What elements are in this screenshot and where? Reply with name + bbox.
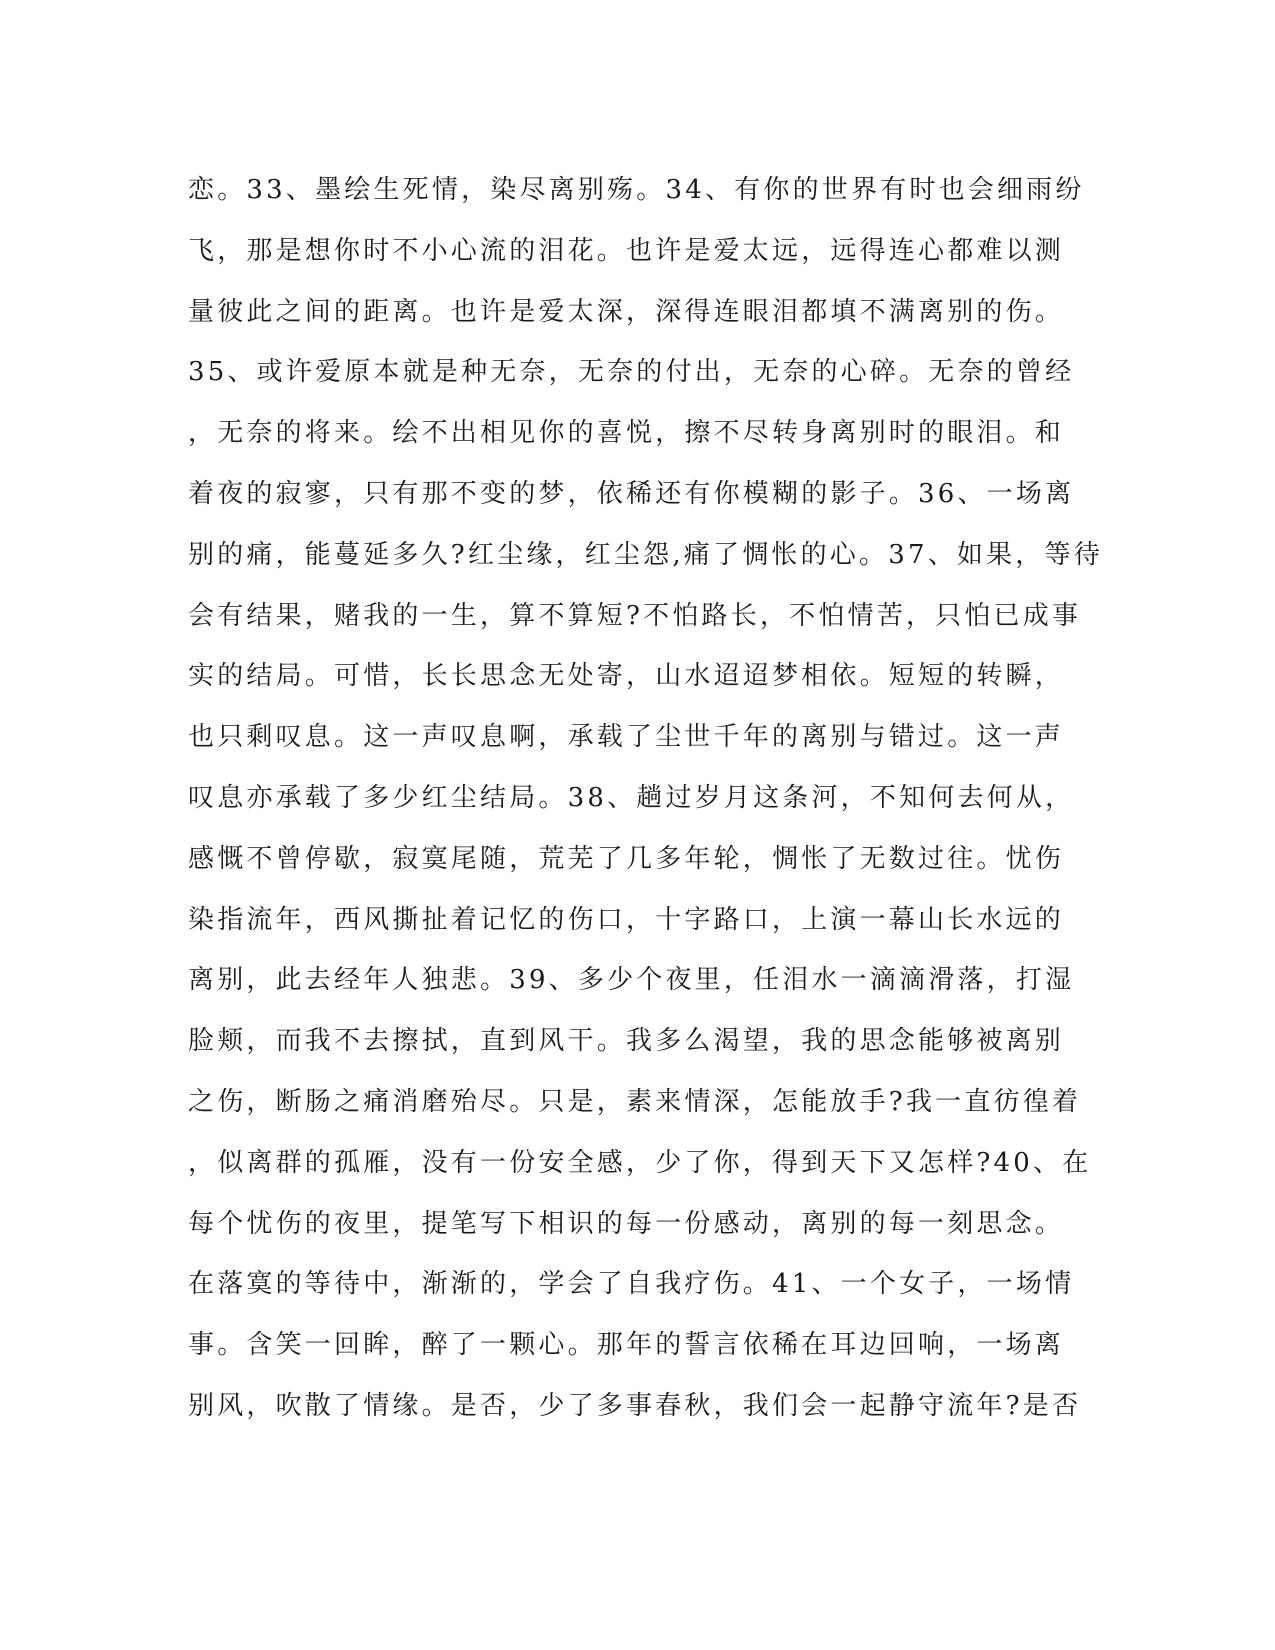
text-line: 35、或许爱原本就是种无奈，无奈的付出，无奈的心碎。无奈的曾经 — [188, 357, 1075, 388]
text-line: 染指流年，西风撕扯着记忆的伤口，十字路口，上演一幕山长水远的 — [188, 904, 1065, 935]
body-text — [188, 160, 1103, 1437]
text-line: 每个忧伤的夜里，提笔写下相识的每一份感动，离别的每一刻思念。 — [188, 1208, 1065, 1239]
text-line: 着夜的寂寥，只有那不变的梦，依稀还有你模糊的影子。36、一场离 — [188, 478, 1075, 509]
text-line: 飞，那是想你时不小心流的泪花。也许是爱太远，远得连心都难以测 — [188, 235, 1065, 266]
text-line: 实的结局。可惜，长长思念无处寄，山水迢迢梦相依。短短的转瞬， — [188, 661, 1065, 692]
text-line: 之伤，断肠之痛消磨殆尽。只是，素来情深，怎能放手?我一直彷徨着 — [188, 1086, 1082, 1117]
text-line: 别风，吹散了情缘。是否，少了多事春秋，我们会一起静守流年?是否 — [188, 1390, 1082, 1421]
text-line: ，似离群的孤雁，没有一份安全感，少了你，得到天下又怎样?40、在 — [188, 1147, 1092, 1178]
text-line: 感慨不曾停歇，寂寞尾随，荒芜了几多年轮，惆怅了无数过往。忧伤 — [188, 843, 1065, 874]
text-line: ，无奈的将来。绘不出相见你的喜悦，擦不尽转身离别时的眼泪。和 — [188, 418, 1065, 449]
text-line: 会有结果，赌我的一生，算不算短?不怕路长，不怕情苦，只怕已成事 — [188, 600, 1082, 631]
text-line: 叹息亦承载了多少红尘结局。38、趟过岁月这条河，不知何去何从， — [188, 782, 1075, 813]
text-line: 脸颊，而我不去擦拭，直到风干。我多么渴望，我的思念能够被离别 — [188, 1026, 1065, 1057]
text-line: 事。含笑一回眸，醉了一颗心。那年的誓言依稀在耳边回响，一场离 — [188, 1330, 1065, 1361]
text-line: 也只剩叹息。这一声叹息啊，承载了尘世千年的离别与错过。这一声 — [188, 722, 1065, 753]
text-line: 离别，此去经年人独悲。39、多少个夜里，任泪水一滴滴滑落，打湿 — [188, 965, 1075, 996]
text-line: 量彼此之间的距离。也许是爱太深，深得连眼泪都填不满离别的伤。 — [188, 296, 1065, 327]
text-line: 在落寞的等待中，渐渐的，学会了自我疗伤。41、一个女子，一场情 — [188, 1269, 1075, 1300]
text-line: 别的痛，能蔓延多久?红尘缘，红尘怨,痛了惆怅的心。37、如果，等待 — [188, 539, 1103, 570]
text-line: 恋。33、墨绘生死情，染尽离别殇。34、有你的世界有时也会细雨纷 — [188, 175, 1085, 205]
